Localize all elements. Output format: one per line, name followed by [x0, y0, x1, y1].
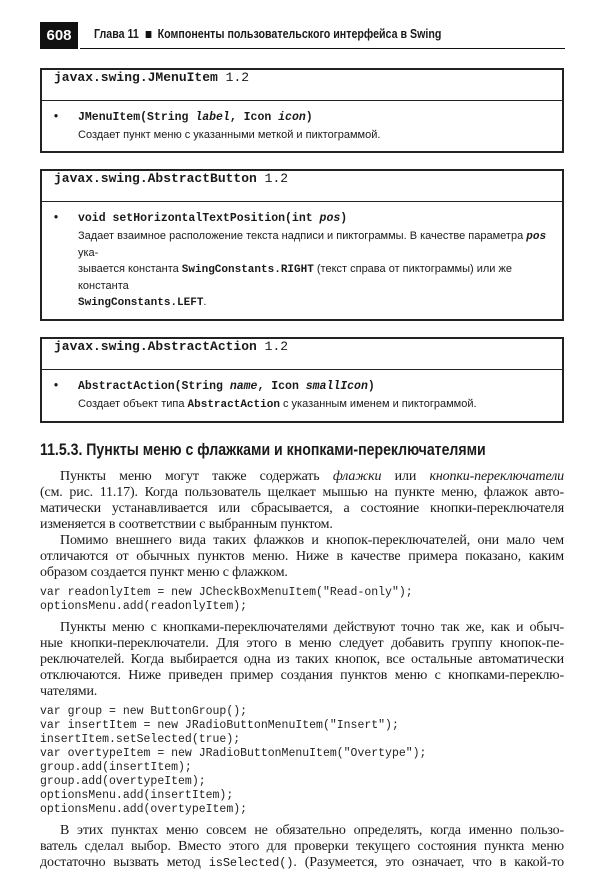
bullet-icon: •: [54, 380, 59, 392]
text-run: Пункты меню с кнопками-переключателями действуют точно так же, как и обыч-: [60, 620, 564, 635]
version: 1.2: [225, 70, 250, 85]
api-box-body: [42, 101, 562, 151]
text-run: отличаются от обычных пунктов меню. Ниже в качестве примера показано, каким: [40, 549, 564, 564]
chapter-label: Глава 11: [94, 26, 139, 41]
paragraph: [40, 469, 564, 533]
paragraph: [40, 620, 564, 700]
code-term: isSelected(): [208, 856, 294, 870]
code-term: ): [367, 380, 375, 393]
code-line: insertItem.setSelected(true);: [40, 733, 241, 746]
text-run: Создает объект типа: [78, 398, 188, 410]
text-line: [40, 485, 564, 501]
code-term: pos: [526, 231, 547, 243]
italic-term: кнопки-переключатели: [429, 469, 564, 484]
text-run: В этих пунктах меню совсем не обязательно определять, когда именно пользо-: [60, 823, 564, 838]
api-box-header: [42, 171, 562, 202]
code-line: group.add(overtypeItem);: [40, 775, 206, 788]
text-run: или: [381, 469, 430, 484]
text-line: [40, 684, 564, 700]
api-box: [40, 68, 564, 153]
code-term: AbstractAction: [187, 399, 280, 411]
method-signature: [54, 208, 550, 228]
text-line: [40, 501, 564, 517]
bullet-icon: •: [54, 212, 59, 224]
description-line: [78, 127, 550, 143]
code-term: smallIcon: [305, 380, 368, 393]
code-term: SwingConstants.RIGHT: [181, 264, 314, 276]
api-box: [40, 337, 564, 423]
text-run: чателями.: [40, 684, 98, 699]
text-line: [40, 469, 564, 485]
text-line: [40, 517, 564, 533]
header-rule: [80, 48, 565, 49]
text-run: изменяется в соответствии с выбранным пунктом.: [40, 517, 333, 532]
version: 1.2: [264, 339, 289, 354]
code-term: JMenuItem(String: [78, 111, 196, 124]
italic-term: флажки: [332, 469, 382, 484]
text-line: [40, 620, 564, 636]
text-line: [40, 636, 564, 652]
page-body: [40, 68, 564, 891]
text-line: [40, 533, 564, 549]
text-run: ука-: [78, 247, 99, 259]
description-line: [78, 228, 550, 261]
code-term: pos: [319, 212, 341, 225]
text-run: .: [203, 296, 207, 308]
text-run: матически устанавливается или сбрасывается, а состояние кнопки-переключателя: [40, 501, 564, 516]
code-term: SwingConstants.LEFT: [78, 297, 204, 309]
method-description: [78, 127, 550, 143]
text-run: образом создается пункт меню с флажком.: [40, 565, 288, 580]
code-block: [40, 586, 564, 614]
api-box: [40, 169, 564, 321]
code-term: ): [305, 111, 313, 124]
code-term: , Icon: [229, 111, 279, 124]
text-run: ватель сделал выбор. Вместо этого для проверки текущего состояния пункта меню: [40, 839, 564, 854]
code-line: optionsMenu.add(insertItem);: [40, 789, 234, 802]
section-heading: 11.5.3. Пункты меню с флажками и кнопками-переключателями: [40, 440, 486, 459]
code-term: void setHorizontalTextPosition(int: [78, 212, 320, 225]
description-line: [78, 294, 550, 311]
text-run: достаточно вызвать метод: [40, 855, 209, 870]
paragraph: [40, 533, 564, 581]
description-line: [78, 261, 550, 294]
text-run: реключателей. Когда выбирается одна из таких кнопок, все остальные автоматически: [40, 652, 564, 667]
bullet-icon: •: [54, 111, 59, 123]
code-line: optionsMenu.add(overtypeItem);: [40, 803, 248, 816]
version: 1.2: [264, 171, 289, 186]
paragraph: [40, 823, 564, 871]
code-line: var insertItem = new JRadioButtonMenuItem("Insert");: [40, 719, 399, 732]
code-term: AbstractAction(String: [78, 380, 230, 393]
chapter-title: Компоненты пользовательского интерфейса в Swing: [157, 26, 442, 41]
code-line: optionsMenu.add(readonlyItem);: [40, 600, 248, 613]
running-header: [94, 26, 441, 41]
code-term: ): [340, 212, 348, 225]
code-line: var readonlyItem = new JCheckBoxMenuItem("Read-only");: [40, 586, 413, 599]
text-run: Создает пункт меню с указанными меткой и пиктограммой.: [78, 129, 381, 141]
text-run: (текст справа от пиктограммы) или же константа: [78, 263, 512, 292]
method-description: [78, 228, 550, 311]
class-name: javax.swing.AbstractAction: [54, 339, 257, 354]
code-line: var group = new ButtonGroup();: [40, 705, 248, 718]
api-box-body: [42, 370, 562, 421]
api-box-body: [42, 202, 562, 319]
text-line: [40, 652, 564, 668]
class-name: javax.swing.JMenuItem: [54, 70, 218, 85]
code-term: , Icon: [257, 380, 306, 393]
code-line: var overtypeItem = new JRadioButtonMenuItem("Overtype");: [40, 747, 427, 760]
text-run: . (Разумеется, это означает, что в какой-то: [293, 855, 564, 870]
method-description: [78, 396, 550, 413]
code-term: label: [195, 111, 230, 124]
text-line: [40, 823, 564, 839]
text-run: Помимо внешнего вида таких флажков и кнопок-переключателей, они мало чем: [60, 533, 564, 548]
square-bullet-icon: [145, 31, 151, 38]
code-block: [40, 705, 564, 817]
description-line: [78, 396, 550, 413]
text-run: (см. рис. 11.17). Когда пользователь щелкает мышью на пункте меню, флажок авто-: [40, 485, 564, 500]
api-box-header: [42, 339, 562, 370]
text-run: Задает взаимное расположение текста надписи и пиктограммы. В качестве параметра: [78, 230, 527, 242]
text-run: с указанным именем и пиктограммой.: [279, 398, 477, 410]
text-run: зывается константа: [78, 263, 182, 275]
class-name: javax.swing.AbstractButton: [54, 171, 257, 186]
code-term: icon: [278, 111, 306, 124]
text-line: [40, 549, 564, 565]
text-line: [40, 565, 564, 581]
method-signature: [54, 107, 550, 127]
api-box-header: [42, 70, 562, 101]
text-line: [40, 855, 564, 871]
code-term: name: [229, 380, 258, 393]
text-run: ные кнопки-переключатели. Для этого в меню следует добавить группу кнопок-пе-: [40, 636, 564, 651]
text-run: отключаются. Ниже приведен пример создания пунктов меню с кнопками-переклю-: [40, 668, 564, 683]
page-number: 608: [40, 22, 78, 49]
code-line: group.add(insertItem);: [40, 761, 192, 774]
text-line: [40, 668, 564, 684]
method-signature: [54, 376, 550, 396]
text-run: Пункты меню могут также содержать: [60, 469, 333, 484]
